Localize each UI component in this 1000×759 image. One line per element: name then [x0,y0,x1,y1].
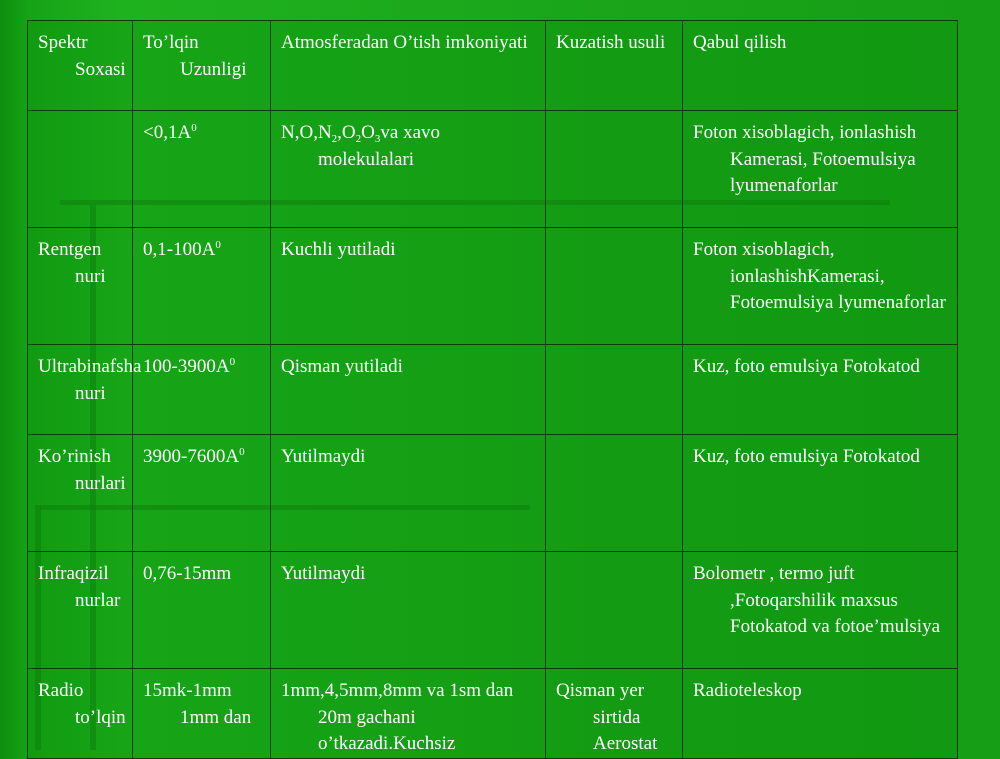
cell-atmosfera [271,111,546,228]
cell-spektr [28,111,133,228]
formula-part: N,O,N [281,122,332,143]
header-spektr: Spektr Soxasi [28,21,133,111]
cell-qabul: Foton xisoblagich, ionlashishKamerasi, Fotoemulsiya lyumenaforlar [683,228,958,345]
header-uzunlik: To’lqin Uzunligi [133,21,271,111]
subscript: 3 [374,133,381,145]
cell-spektr: Radio to’lqin [28,669,133,759]
table-row [28,552,958,669]
formula-part: ,O [337,122,356,143]
cell-qabul: Kuz, foto emulsiya Fotokatod [683,345,958,435]
table-row [28,435,958,552]
cell-atmosfera: 1mm,4,5mm,8mm va 1sm dan 20m gachani o’tkazadi.Kuchsiz [271,669,546,759]
cell-kuzatish [546,435,683,552]
cell-uzunlik [133,435,271,552]
cell-kuzatish [546,345,683,435]
subscript: 2 [331,133,338,145]
cell-uzunlik: 0,76-15mm [133,552,271,669]
cell-kuzatish [546,111,683,228]
subscript: 2 [355,133,362,145]
wavelength-value: <0,1A [143,122,192,143]
cell-uzunlik: 15mk-1mm 1mm dan [133,669,271,759]
cell-qabul: Foton xisoblagich, ionlashish Kamerasi, Fotoemulsiya lyumenaforlar [683,111,958,228]
table-row [28,345,958,435]
cell-kuzatish [546,228,683,345]
cell-kuzatish [546,552,683,669]
cell-spektr: Ultrabinafsha nuri [28,345,133,435]
cell-spektr: Infraqizil nurlar [28,552,133,669]
cell-atmosfera: Qisman yutiladi [271,345,546,435]
table-header-row [28,21,958,111]
superscript: 0 [215,239,221,251]
cell-atmosfera: Kuchli yutiladi [271,228,546,345]
table-row [28,669,958,759]
cell-atmosfera: Yutilmaydi [271,552,546,669]
cell-uzunlik [133,345,271,435]
formula-part: O [361,122,375,143]
cell-qabul: Bolometr , termo juft ,Fotoqarshilik maxsus Fotokatod va fotoe’mulsiya [683,552,958,669]
table-row [28,228,958,345]
cell-spektr: Rentgen nuri [28,228,133,345]
cell-qabul: Kuz, foto emulsiya Fotokatod [683,435,958,552]
superscript: 0 [229,356,236,368]
superscript: 0 [191,122,197,134]
cell-kuzatish: Qisman yer sirtida Aerostat [546,669,683,759]
cell-atmosfera: Yutilmaydi [271,435,546,552]
cell-uzunlik [133,228,271,345]
cell-qabul: Radioteleskop [683,669,958,759]
header-atmosfera: Atmosferadan O’tish imkoniyati [271,21,546,111]
header-kuzatish: Kuzatish usuli [546,21,683,111]
wavelength-value: 0,1-100A [143,239,216,260]
wavelength-value: 100-3900A [143,356,230,377]
formula-part: va xavo molekulalari [318,122,441,170]
header-qabul: Qabul qilish [683,21,958,111]
wavelength-value: 3900-7600A [143,446,240,467]
table-row [28,111,958,228]
superscript: 0 [239,446,245,458]
cell-spektr: Ko’rinish nurlari [28,435,133,552]
cell-uzunlik [133,111,271,228]
spectrum-table [27,20,958,759]
